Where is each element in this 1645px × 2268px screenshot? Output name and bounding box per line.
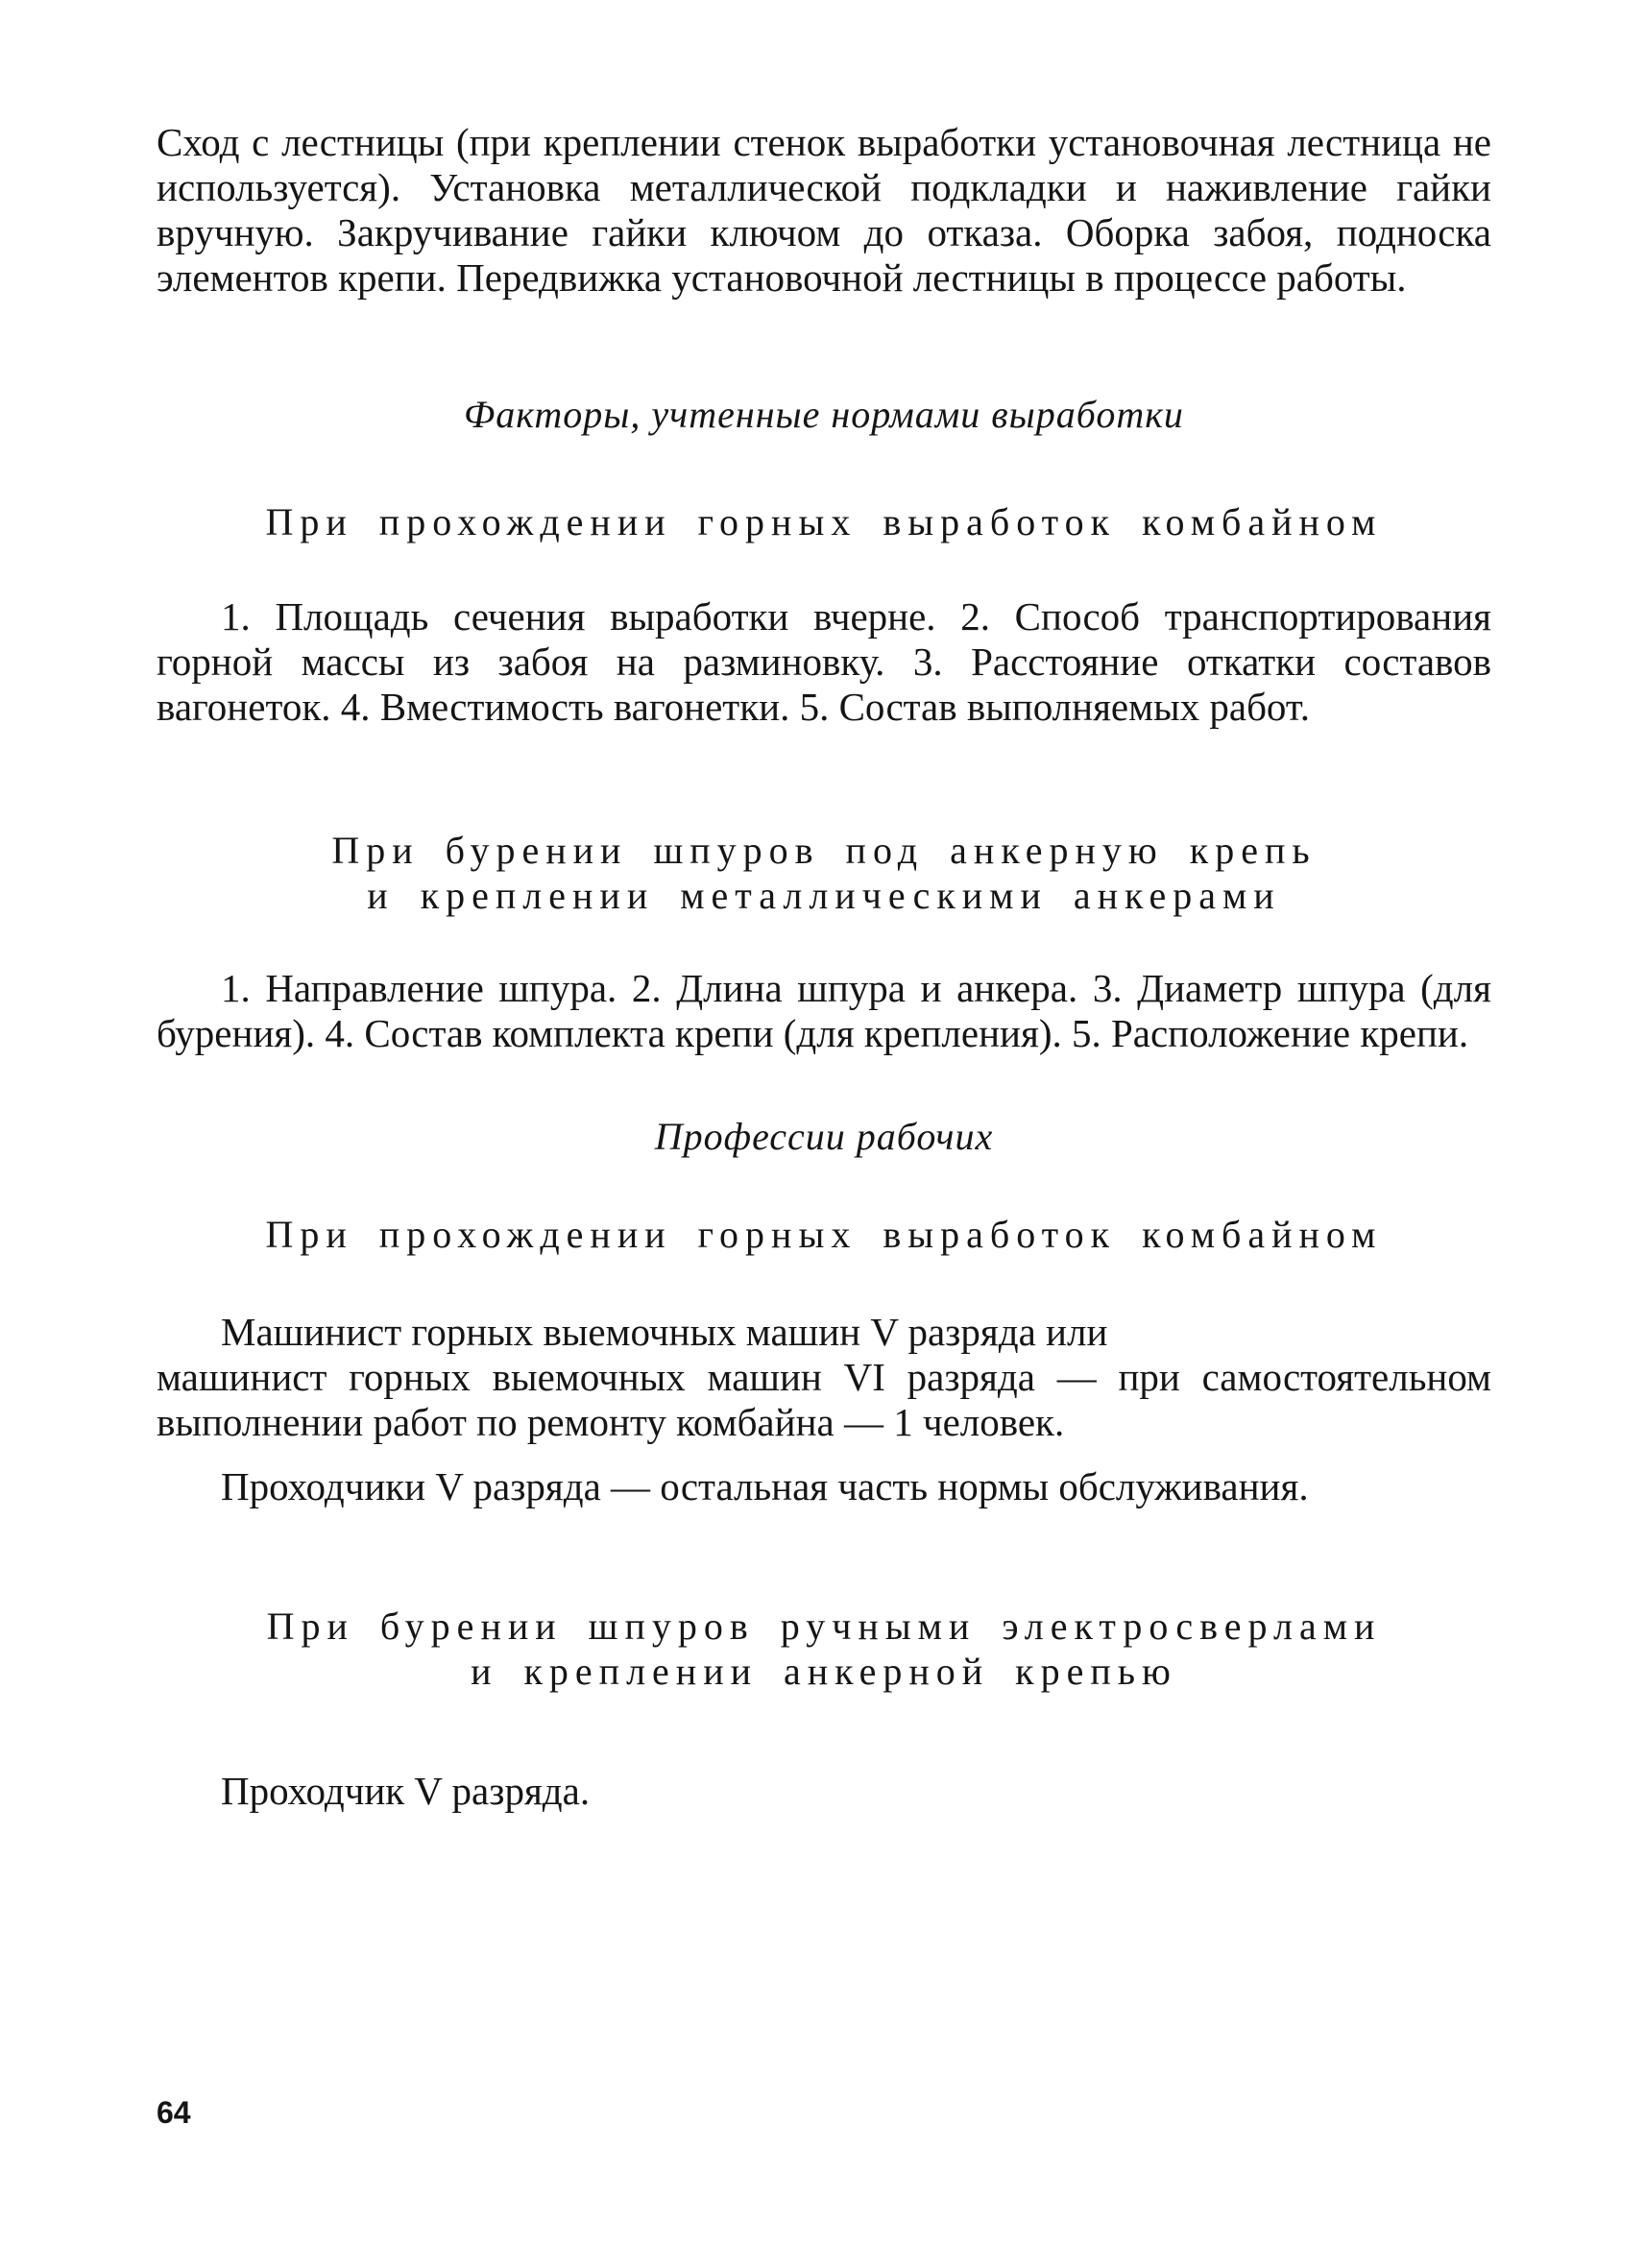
factors-section-title: Факторы, учтенные нормами выработки bbox=[464, 393, 1184, 436]
intro-paragraph: Сход с лестницы (при креплении стенок выработки установочная лестница не используется). Установка металлической подкладки и наживление гайки вручную. Закручивание гайки ключом до отказа. Оборка забоя, подноска элементов крепи. Передвижка установочной лестницы в процессе работы. bbox=[157, 120, 1491, 300]
factors-anchor-heading-line1: При бурении шпуров под анкерную крепь bbox=[331, 829, 1317, 872]
factors-anchor-text: 1. Направление шпура. 2. Длина шпура и анкера. 3. Диаметр шпура (для бурения). 4. Состав комплекта крепи (для крепления). 5. Расположение крепи. bbox=[157, 966, 1491, 1055]
factors-combine-text: 1. Площадь сечения выработки вчерне. 2. Способ транспортирования горной массы из забоя на разминовку. 3. Расстояние откатки составов вагонеток. 4. Вместимость вагонетки. 5. Состав выполняемых работ. bbox=[157, 594, 1491, 729]
professions-drilling-heading-line1: При бурении шпуров ручными электросверлами bbox=[266, 1604, 1382, 1648]
professions-combine-heading: При прохождении горных выработок комбайном bbox=[265, 1213, 1383, 1256]
professions-drilling-heading bbox=[157, 1604, 1491, 1694]
factors-combine-heading: При прохождении горных выработок комбайном bbox=[265, 500, 1383, 543]
professions-drilling-heading-line2: и креплении анкерной крепью bbox=[471, 1650, 1177, 1693]
operator-line2: машинист горных выемочных машин VI разряда — при самостоятельном выполнении работ по ремонту комбайна — 1 человек. bbox=[157, 1355, 1491, 1444]
drilling-text: Проходчик V разряда. bbox=[221, 1769, 591, 1813]
operator-line1: Машинист горных выемочных машин V разряда или bbox=[221, 1310, 1108, 1354]
professions-section-title: Профессии рабочих bbox=[654, 1115, 994, 1158]
tunnelers-text: Проходчики V разряда — остальная часть нормы обслуживания. bbox=[221, 1464, 1309, 1508]
factors-anchor-heading-line2: и креплении металлическими анкерами bbox=[367, 874, 1281, 917]
page-number: 64 bbox=[157, 2095, 191, 2130]
factors-anchor-heading bbox=[157, 828, 1491, 918]
page-content bbox=[157, 120, 1491, 1814]
